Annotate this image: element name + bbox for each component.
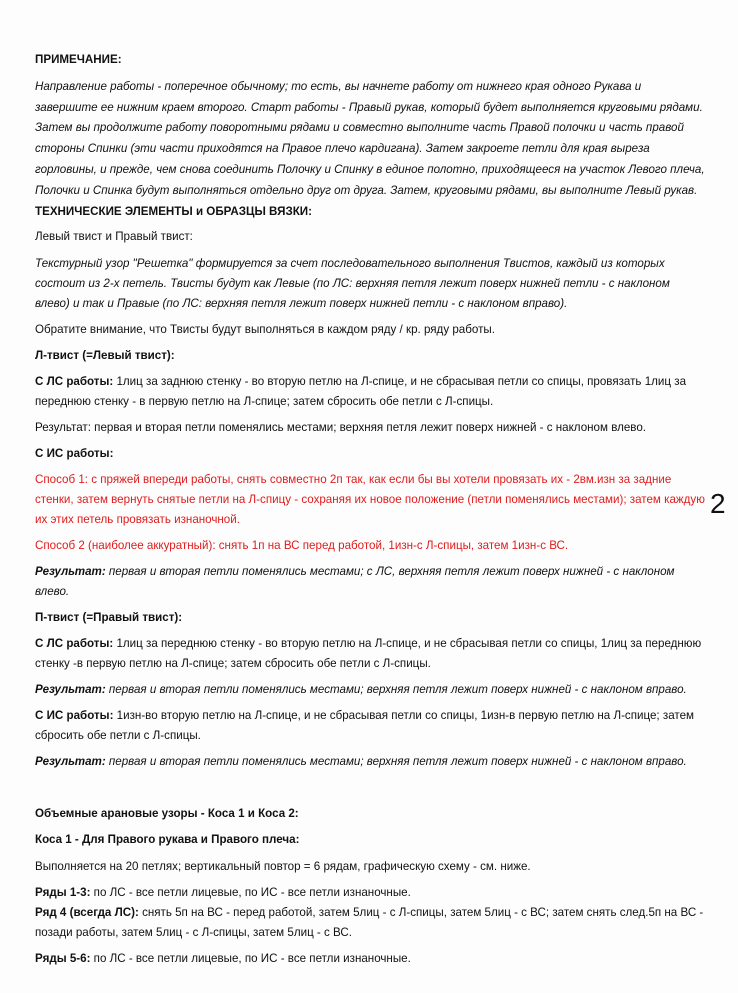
line-text: сбросить обе петли с Л-спицы. xyxy=(35,729,201,742)
text-line xyxy=(35,205,312,219)
line-text: состоит из 2-х петель. Твисты будут как Левые (по ЛС: верхняя петля лежит поверх нижней петли - с наклоном xyxy=(35,277,670,290)
line-text: первая и вторая петли поменялись местами; верхняя петля лежит поверх нижней - с наклоном вправо. xyxy=(108,683,687,696)
line-label: Ряды 1-3: xyxy=(35,886,94,899)
text-line xyxy=(35,657,431,671)
line-text: Направление работы - поперечное обычному; то есть, вы начнете работу от нижнего края одного Рукава и xyxy=(35,80,642,93)
text-line xyxy=(35,395,493,409)
line-text: стороны Спинки (эти части приходятся на Правое плечо кардигана). Затем закроете петли для края выреза xyxy=(35,142,650,155)
line-text: завершите ее нижним краем второго. Старт работы - Правый рукав, который будет выполняется круговыми рядами. xyxy=(35,101,703,114)
text-line xyxy=(35,952,411,966)
text-line xyxy=(35,421,646,435)
line-text: первая и вторая петли поменялись местами; верхняя петля лежит поверх нижней - с наклоном вправо. xyxy=(108,755,687,768)
text-line xyxy=(35,585,69,599)
text-line xyxy=(35,513,240,527)
line-label: Ряды 5-6: xyxy=(35,952,94,965)
text-line xyxy=(35,80,641,94)
line-text: 1лиц за переднюю стенку - во вторую петлю на Л-спице, и не сбрасывая петли со спицы, 1лиц за переднюю xyxy=(116,637,702,650)
line-text: по ЛС - все петли лицевые, по ИС - все петли изнаночные. xyxy=(93,886,411,899)
text-line xyxy=(35,230,193,244)
line-text: П-твист (=Правый твист): xyxy=(35,611,183,624)
line-text: ПРИМЕЧАНИЕ: xyxy=(35,53,122,66)
line-text: горловины, и прежде, чем снова соединить Полочку и Спинку в единое полотно, приходящееся на участок Левого плеча, xyxy=(35,163,705,176)
line-label: Результат: xyxy=(35,565,109,578)
text-line xyxy=(35,101,703,115)
line-text: ТЕХНИЧЕСКИЕ ЭЛЕМЕНТЫ и ОБРАЗЦЫ ВЯЗКИ: xyxy=(35,205,312,218)
text-line xyxy=(35,729,201,743)
line-text: Л-твист (=Левый твист): xyxy=(35,349,175,362)
text-line xyxy=(35,886,411,900)
line-text: Текстурный узор "Решетка" формируется за счет последовательного выполнения Твистов, каждый из которых xyxy=(35,257,665,270)
line-text: Способ 2 (наиболее аккуратный): снять 1п на ВС перед работой, 1изн-с Л-спицы, затем 1изн-с ВС. xyxy=(35,539,569,552)
text-line xyxy=(35,53,122,67)
line-text: стенки, затем вернуть снятые петли на Л-спицу - сохраняя их новое положение (петли поменялись местами); затем каждую xyxy=(35,493,705,506)
text-line xyxy=(35,473,671,487)
line-text: Обратите внимание, что Твисты будут выполняться в каждом ряду / кр. ряду работы. xyxy=(35,323,495,336)
line-text: 1лиц за заднюю стенку - во вторую петлю на Л-спице, и не сбрасывая петли со спицы, провязать 1лиц за xyxy=(116,375,687,388)
text-line xyxy=(35,121,684,135)
line-label: С ИС работы: xyxy=(35,709,117,722)
line-text: позади работы, затем 5лиц - с Л-спицы, затем 5лиц - с ВС. xyxy=(35,926,352,939)
line-label: С ЛС работы: xyxy=(35,375,117,388)
line-text: влево. xyxy=(35,585,70,598)
text-line xyxy=(35,349,175,363)
text-line xyxy=(35,833,299,847)
text-line xyxy=(35,539,568,553)
text-line xyxy=(35,860,531,874)
text-line xyxy=(35,637,701,651)
line-text: Полочки и Спинка будут выполняться отдельно друг от друга. Затем, круговыми рядами, вы выполните Левый рукав. xyxy=(35,184,698,197)
line-text: Выполняется на 20 петлях; вертикальный повтор = 6 рядам, графическую схему - см. ниже. xyxy=(35,860,531,873)
text-line xyxy=(35,683,687,697)
text-line xyxy=(35,323,495,337)
page-number: 2 xyxy=(710,488,726,519)
text-line xyxy=(35,611,182,625)
text-line xyxy=(35,926,352,940)
text-line xyxy=(35,565,675,579)
line-label: С ЛС работы: xyxy=(35,637,117,650)
line-text: влево) и так и Правые (по ЛС: верхняя петля лежит поверх нижней петли - с наклоном вправо). xyxy=(35,297,568,310)
line-text: Объемные арановые узоры - Коса 1 и Коса 2: xyxy=(35,807,299,820)
line-text: 1изн-во вторую петлю на Л-спице, и не сбрасывая петли со спицы, 1изн-в первую петлю на Л-спице; затем xyxy=(116,709,694,722)
text-line xyxy=(35,493,705,507)
text-line xyxy=(35,277,670,291)
text-line xyxy=(35,184,697,198)
line-text: по ЛС - все петли лицевые, по ИС - все петли изнаночные. xyxy=(93,952,411,965)
text-line xyxy=(35,447,113,461)
text-line xyxy=(35,163,705,177)
line-text: их этих петель провязать изнаночной. xyxy=(35,513,240,526)
line-label: Результат: xyxy=(35,683,109,696)
line-label: Ряд 4 (всегда ЛС): xyxy=(35,906,143,919)
line-text: Результат: первая и вторая петли поменялись местами; верхняя петля лежит поверх нижней - с наклоном влево. xyxy=(35,421,646,434)
text-line xyxy=(35,375,686,389)
line-label: Результат: xyxy=(35,755,109,768)
text-line xyxy=(35,755,687,769)
text-line xyxy=(35,906,703,920)
line-text: переднюю стенку - в первую петлю на Л-спице; затем сбросить обе петли с Л-спицы. xyxy=(35,395,494,408)
line-text: Затем вы продолжите работу поворотными рядами и совместно выполните часть Правой полочки и часть правой xyxy=(35,121,684,134)
line-text: стенку -в первую петлю на Л-спице; затем сбросить обе петли с Л-спицы. xyxy=(35,657,431,670)
line-text: Левый твист и Правый твист: xyxy=(35,230,193,243)
line-text: Коса 1 - Для Правого рукава и Правого плеча: xyxy=(35,833,300,846)
line-text: Способ 1: с пряжей впереди работы, снять совместно 2п так, как если бы вы хотели провязать их - 2вм.изн за задние xyxy=(35,473,672,486)
text-line xyxy=(35,142,650,156)
text-line xyxy=(35,297,567,311)
line-text: С ИС работы: xyxy=(35,447,114,460)
text-line xyxy=(35,257,665,271)
text-line xyxy=(35,709,694,723)
text-line xyxy=(35,807,299,821)
line-text: первая и вторая петли поменялись местами; с ЛС, верхняя петля лежит поверх нижней - с наклоном xyxy=(108,565,675,578)
line-text: снять 5п на ВС - перед работой, затем 5лиц - с Л-спицы, затем 5лиц - с ВС; затем снять след.5п на ВС - xyxy=(142,906,704,919)
